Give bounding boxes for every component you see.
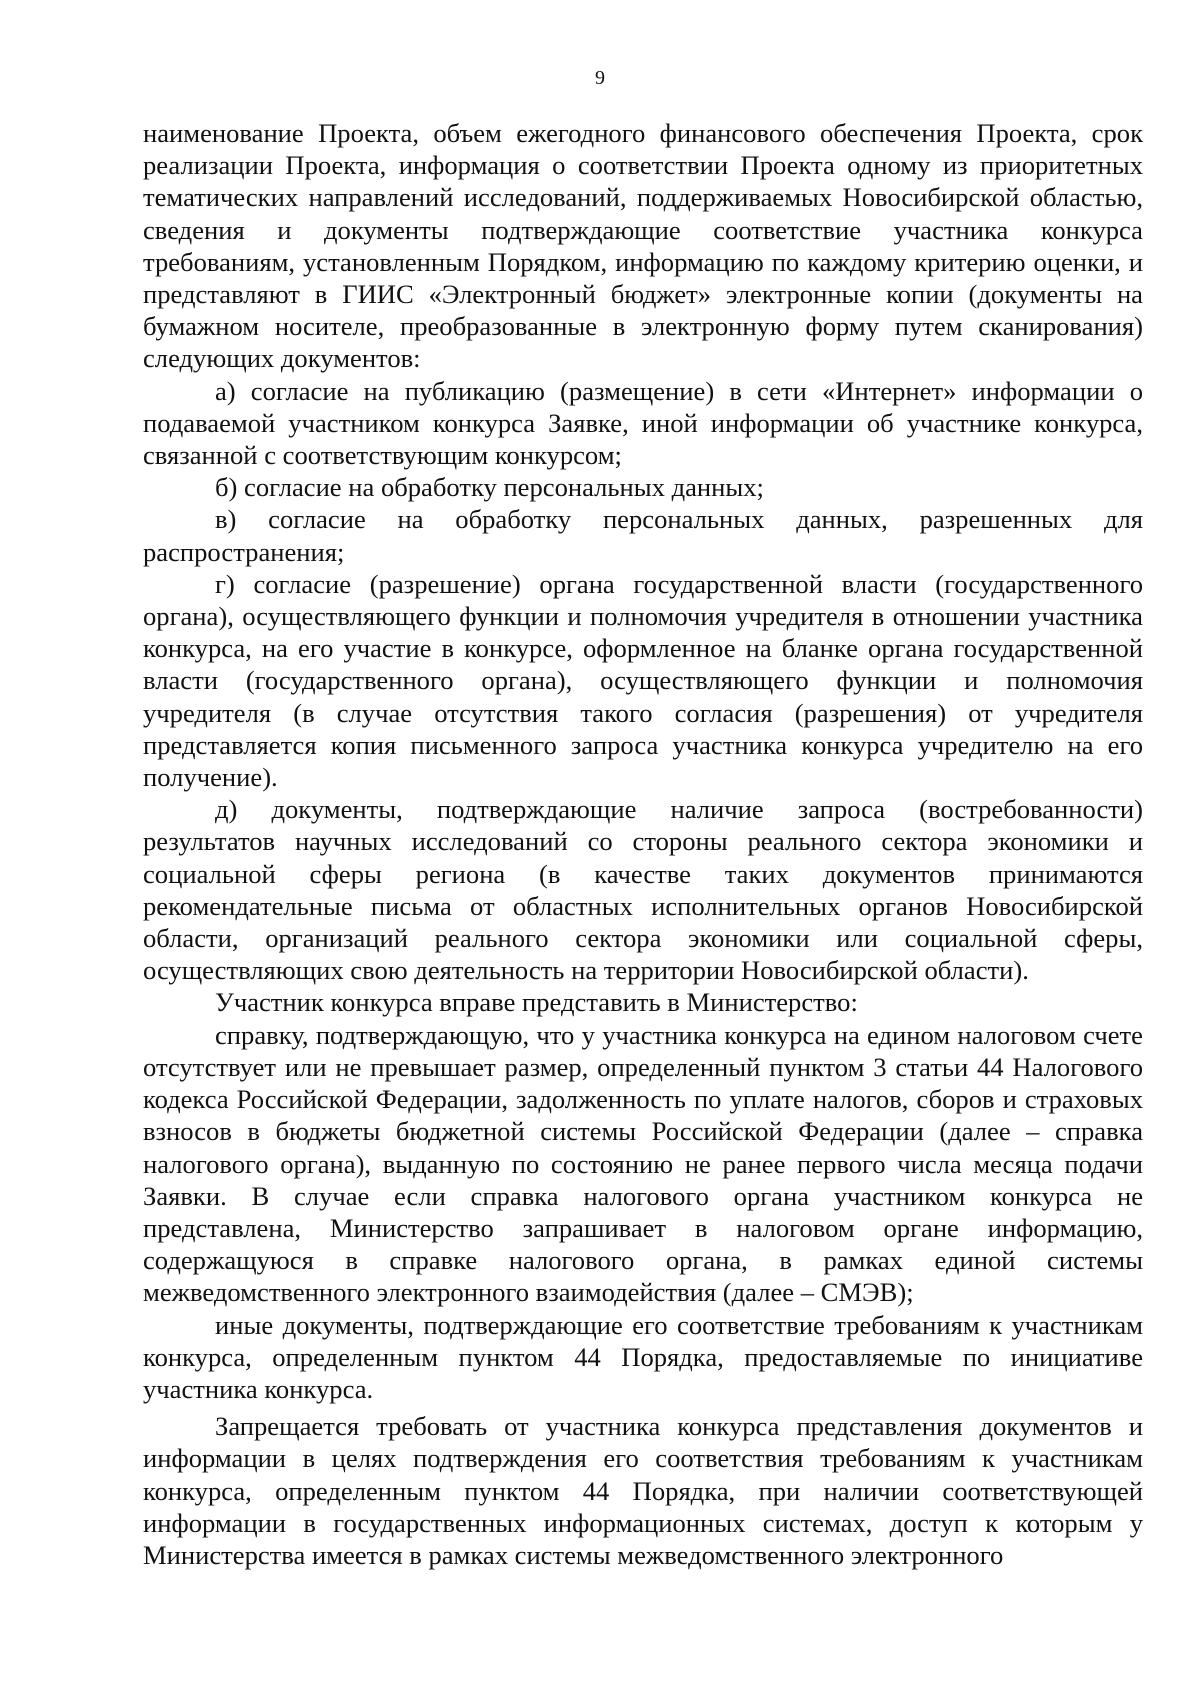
paragraph-prohibition: Запрещается требовать от участника конкурса представления документов и информации в целях подтверждения его соответствия требованиям к участникам конкурса, определенным пунктом 44 Порядка, при наличии соответствующей информации в государственных информационных системах, доступ к которым у Министерства имеется в рамках системы межведомственного электронного — [143, 1411, 1143, 1570]
document-body — [143, 117, 1143, 1571]
paragraph-item-v: в) согласие на обработку персональных данных, разрешенных для распространения; — [143, 504, 1143, 567]
paragraph-item-b: б) согласие на обработку персональных данных; — [215, 472, 764, 503]
paragraph-item-g: г) согласие (разрешение) органа государственной власти (государственного органа), осуществляющего функции и полномочия учредителя в отношении участника конкурса, на его участие в конкурсе, оформленное на бланке органа государственной власти (государственного органа), осуществляющего функции и полномочия учредителя (в случае отсутствия такого согласия (разрешения) от учредителя представляется копия письменного запроса участника конкурса учредителю на его получение). — [143, 568, 1143, 793]
paragraph-tax-certificate: справку, подтверждающую, что у участника конкурса на едином налоговом счете отсутствует или не превышает размер, определенный пунктом 3 статьи 44 Налогового кодекса Российской Федерации, задолженность по уплате налогов, сборов и страховых взносов в бюджеты бюджетной системы Российской Федерации (далее – справка налогового органа), выданную по состоянию не ранее первого числа месяца подачи Заявки. В случае если справка налогового органа участником конкурса не представлена, Министерство запрашивает в налоговом органе информацию, содержащуюся в справке налогового органа, в рамках единой системы межведомственного электронного взаимодействия (далее – СМЭВ); — [143, 1019, 1143, 1308]
paragraph-item-d: д) документы, подтверждающие наличие запроса (востребованности) результатов научных исследований со стороны реального сектора экономики и социальной сферы региона (в качестве таких документов принимаются рекомендательные письма от областных исполнительных органов Новосибирской области, организаций реального сектора экономики или социальной сферы, осуществляющих свою деятельность на территории Новосибирской области). — [143, 794, 1143, 986]
paragraph-other-documents: иные документы, подтверждающие его соответствие требованиям к участникам конкурса, определенным пунктом 44 Порядка, предоставляемые по инициативе участника конкурса. — [143, 1309, 1143, 1404]
paragraph-intro: наименование Проекта, объем ежегодного финансового обеспечения Проекта, срок реализации Проекта, информация о соответствии Проекта одному из приоритетных тематических направлений исследований, поддерживаемых Новосибирской областью, сведения и документы подтверждающие соответствие участника конкурса требованиям, установленным Порядком, информацию по каждому критерию оценки, и представляют в ГИИС «Электронный бюджет» электронные копии (документы на бумажном носителе, преобразованные в электронную форму путем сканирования) следующих документов: — [143, 118, 1143, 374]
paragraph-optional-intro: Участник конкурса вправе представить в Министерство: — [215, 987, 858, 1018]
page-number: 9 — [595, 67, 605, 89]
paragraph-item-a: а) согласие на публикацию (размещение) в сети «Интернет» информации о подаваемой участником конкурса Заявке, иной информации об участнике конкурса, связанной с соответствующим конкурсом; — [143, 375, 1143, 471]
